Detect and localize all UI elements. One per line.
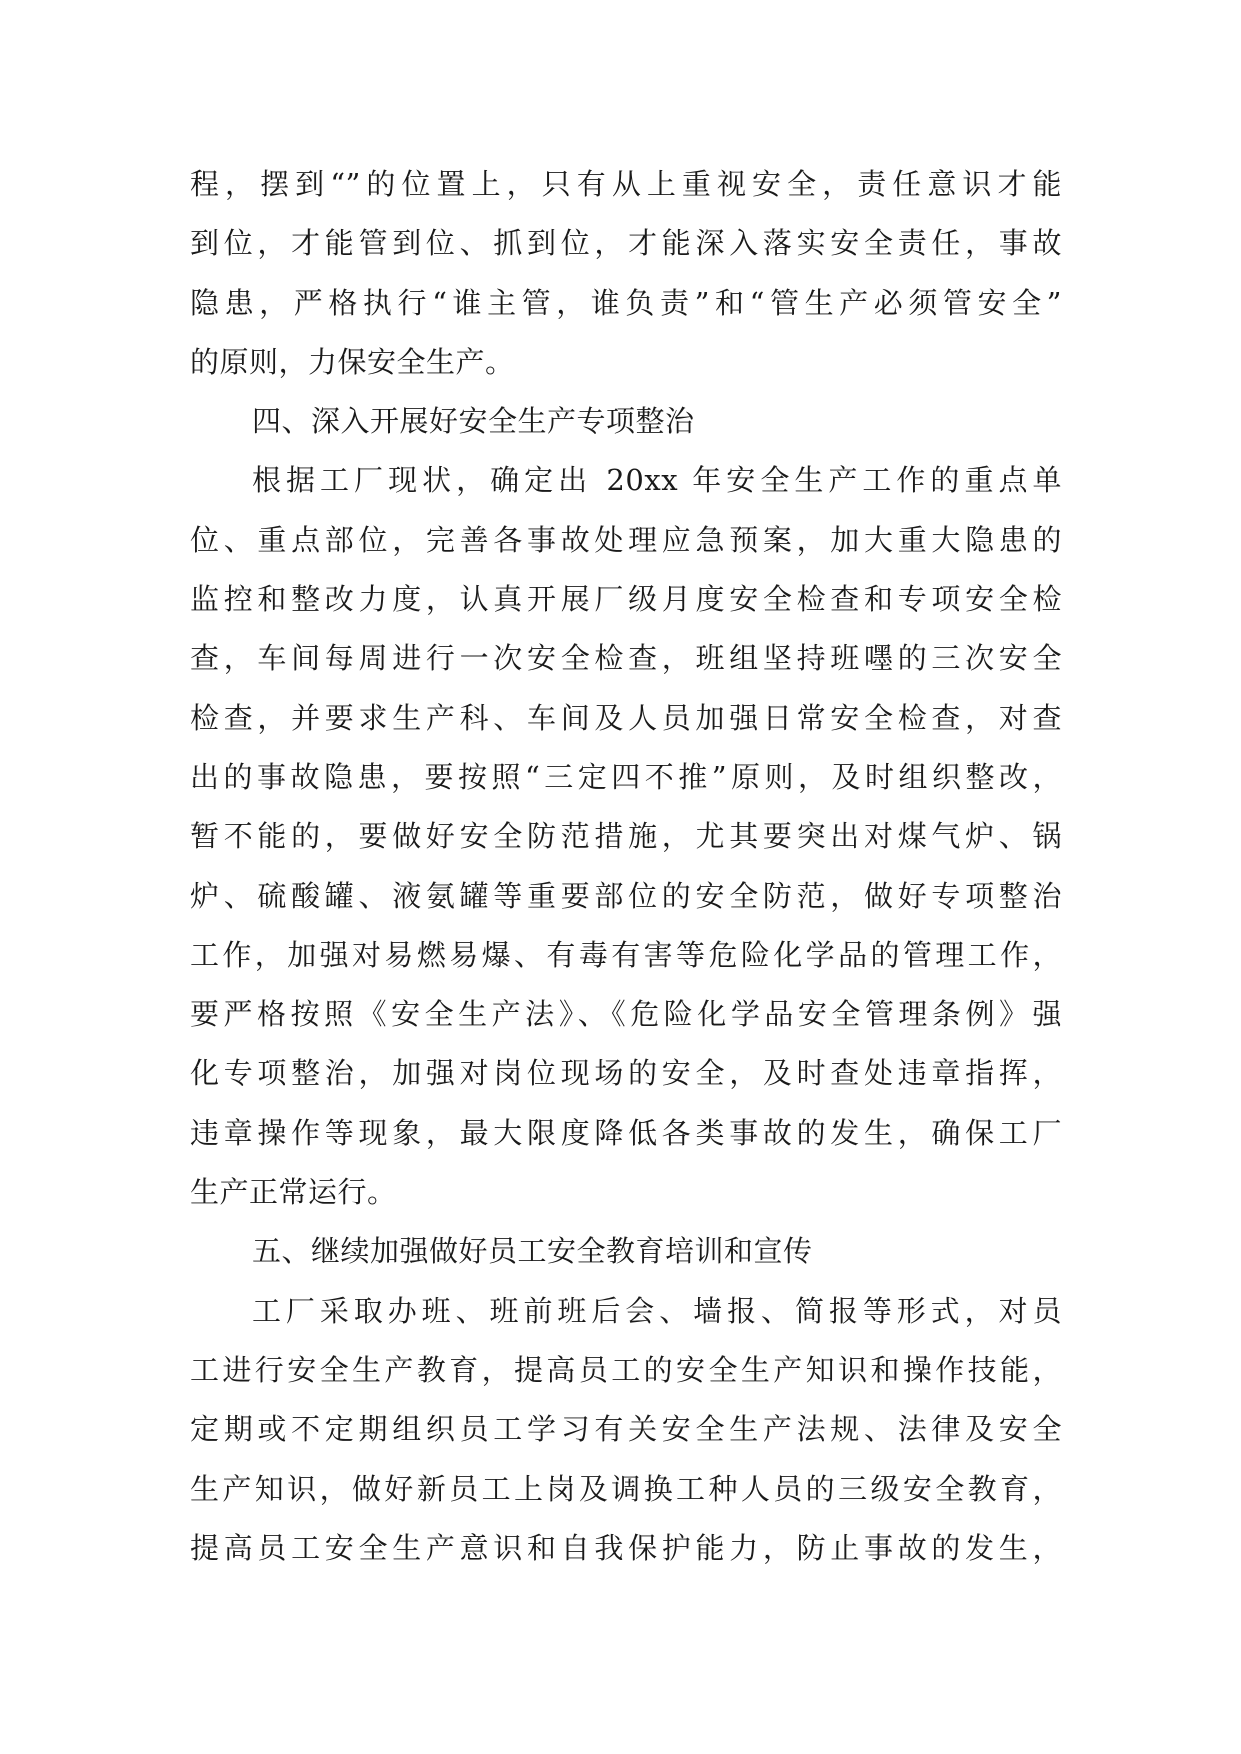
text-line: 暂不能的，要做好安全防范措施，尤其要突出对煤气炉、锅 bbox=[190, 819, 1062, 854]
text-line: 的原则，力保安全生产。 bbox=[190, 344, 515, 379]
section-heading: 五、继续加强做好员工安全教育培训和宣传 bbox=[252, 1234, 813, 1269]
text-line: 查，车间每周进行一次安全检查，班组坚持班嚜的三次安全 bbox=[190, 641, 1062, 676]
text-line: 定期或不定期组织员工学习有关安全生产法规、法律及安全 bbox=[190, 1412, 1062, 1447]
text-line: 提高员工安全生产意识和自我保护能力，防止事故的发生， bbox=[190, 1530, 1062, 1565]
text-line: 工进行安全生产教育，提高员工的安全生产知识和操作技能， bbox=[190, 1352, 1062, 1387]
text-line: 生产正常运行。 bbox=[190, 1175, 397, 1210]
text-line: 检查，并要求生产科、车间及人员加强日常安全检查，对查 bbox=[190, 700, 1062, 735]
text-line: 隐患，严格执行“谁主管，谁负责”和“管生产必须管安全” bbox=[190, 285, 1062, 320]
text-line: 化专项整治，加强对岗位现场的安全，及时查处违章指挥， bbox=[190, 1056, 1062, 1091]
document-body bbox=[190, 155, 1062, 1578]
text-line: 程，摆到“”的位置上，只有从上重视安全，责任意识才能 bbox=[190, 167, 1062, 201]
text-line: 炉、硫酸罐、液氨罐等重要部位的安全防范，做好专项整治 bbox=[190, 878, 1062, 913]
text-line: 到位，才能管到位、抓到位，才能深入落实安全责任，事故 bbox=[190, 226, 1062, 261]
text-line: 出的事故隐患，要按照“三定四不推”原则，及时组织整改， bbox=[190, 759, 1062, 794]
section-heading: 四、深入开展好安全生产专项整治 bbox=[252, 404, 695, 439]
text-line: 根据工厂现状，确定出 20xx 年安全生产工作的重点单 bbox=[252, 463, 1062, 498]
text-line: 工厂采取办班、班前班后会、墙报、简报等形式，对员 bbox=[252, 1293, 1062, 1328]
text-line: 要严格按照《安全生产法》、《危险化学品安全管理条例》强 bbox=[190, 997, 1062, 1032]
text-line: 违章操作等现象，最大限度降低各类事故的发生，确保工厂 bbox=[190, 1115, 1062, 1150]
text-line: 生产知识，做好新员工上岗及调换工种人员的三级安全教育， bbox=[190, 1471, 1062, 1506]
text-line: 监控和整改力度，认真开展厂级月度安全检查和专项安全检 bbox=[190, 582, 1062, 617]
text-line: 工作，加强对易燃易爆、有毒有害等危险化学品的管理工作， bbox=[190, 937, 1062, 972]
text-line: 位、重点部位，完善各事故处理应急预案，加大重大隐患的 bbox=[190, 522, 1062, 557]
